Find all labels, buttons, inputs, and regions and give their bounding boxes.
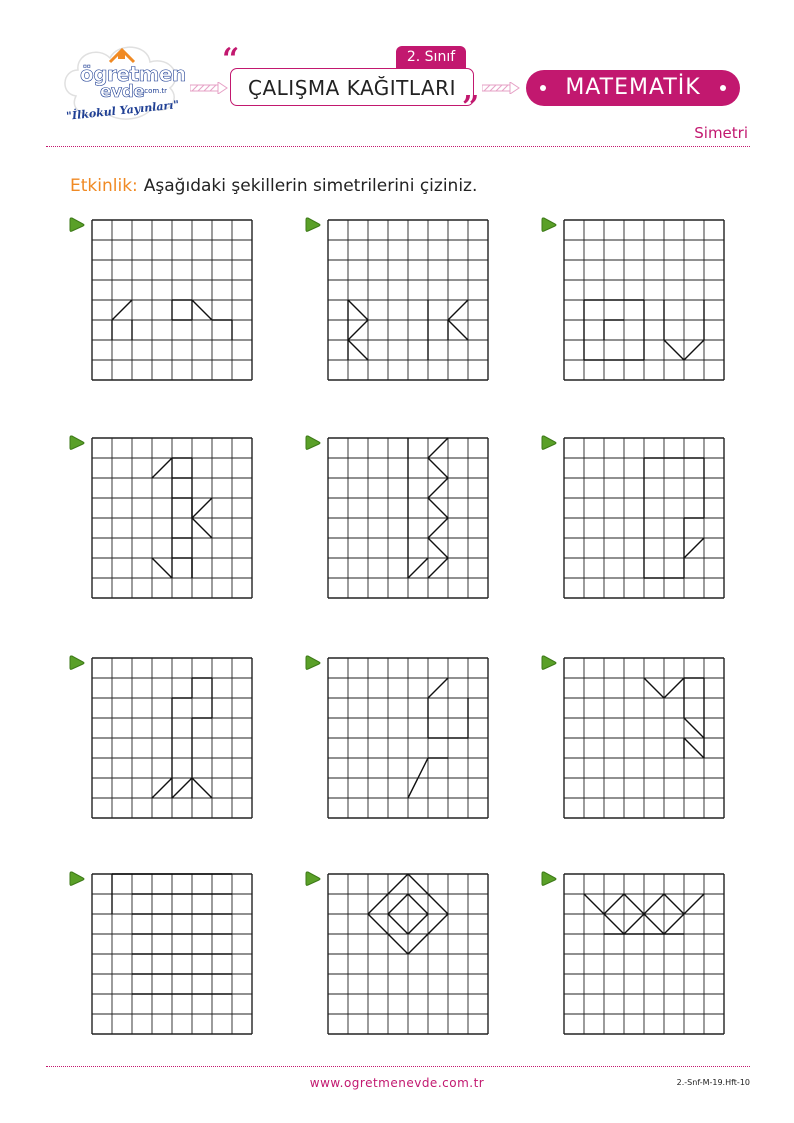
symmetry-grid bbox=[562, 656, 726, 820]
quote-close-icon: ” bbox=[462, 90, 480, 125]
play-arrow-icon bbox=[304, 870, 322, 888]
symmetry-grid bbox=[326, 436, 490, 600]
shape-segment bbox=[664, 678, 684, 698]
shape-segment bbox=[684, 894, 704, 914]
arrow-right-icon bbox=[482, 82, 520, 92]
shape-segment bbox=[604, 914, 624, 934]
shape-segment bbox=[664, 894, 684, 914]
instruction-text: Aşağıdaki şekillerin simetrilerini çiziniz. bbox=[143, 176, 478, 196]
play-arrow-icon bbox=[68, 216, 86, 234]
shape-segment bbox=[584, 894, 604, 914]
shape-segment bbox=[192, 518, 212, 538]
instruction-label: Etkinlik: bbox=[70, 176, 138, 196]
puzzle-block bbox=[304, 870, 494, 1040]
shape-segment bbox=[428, 678, 448, 698]
shape-segment bbox=[192, 498, 212, 518]
puzzle-block bbox=[304, 434, 494, 604]
play-arrow-icon bbox=[540, 870, 558, 888]
play-arrow-icon bbox=[304, 216, 322, 234]
shape-segment bbox=[664, 914, 684, 934]
puzzle-block bbox=[304, 216, 494, 386]
subject-pill bbox=[526, 70, 740, 106]
dot-icon bbox=[540, 85, 546, 91]
play-arrow-icon bbox=[68, 654, 86, 672]
shape-segment bbox=[192, 300, 212, 320]
puzzle-block bbox=[68, 870, 258, 1040]
shape-segment bbox=[684, 738, 704, 758]
footer-divider bbox=[46, 1066, 750, 1067]
play-arrow-icon bbox=[540, 654, 558, 672]
class-badge: 2. Sınıf bbox=[396, 46, 466, 68]
publisher-logo bbox=[58, 36, 186, 128]
shape-segment bbox=[112, 300, 132, 320]
shape-segment bbox=[428, 458, 448, 478]
logo-tagline: "İlkokul Yayınları" bbox=[65, 98, 180, 123]
shape-segment bbox=[684, 340, 704, 360]
topic-label: Simetri bbox=[694, 124, 748, 142]
puzzle-block bbox=[540, 654, 730, 824]
symmetry-grid bbox=[326, 872, 490, 1036]
title-frame bbox=[230, 68, 474, 106]
play-arrow-icon bbox=[68, 870, 86, 888]
symmetry-grid bbox=[90, 436, 254, 600]
logo-brand-bottom: evde bbox=[100, 82, 145, 102]
symmetry-grid bbox=[326, 218, 490, 382]
shape-segment bbox=[348, 320, 368, 340]
shape-segment bbox=[152, 778, 172, 798]
logo-brand-top: ögretmen bbox=[80, 62, 186, 86]
symmetry-grid bbox=[562, 872, 726, 1036]
puzzle-block bbox=[68, 654, 258, 824]
header-divider bbox=[46, 146, 750, 147]
puzzle-block bbox=[304, 654, 494, 824]
shape-segment bbox=[408, 914, 428, 934]
play-arrow-icon bbox=[304, 654, 322, 672]
symmetry-grid bbox=[90, 872, 254, 1036]
shape-segment bbox=[624, 894, 644, 914]
symmetry-grid bbox=[326, 656, 490, 820]
shape-segment bbox=[428, 558, 448, 578]
symmetry-grid bbox=[90, 218, 254, 382]
shape-segment bbox=[428, 478, 448, 498]
shape-segment bbox=[624, 914, 644, 934]
shape-segment bbox=[428, 538, 448, 558]
play-arrow-icon bbox=[304, 434, 322, 452]
shape-segment bbox=[644, 678, 664, 698]
puzzle-block bbox=[540, 216, 730, 386]
footer-url[interactable]: www.ogretmenevde.com.tr bbox=[309, 1076, 485, 1090]
shape-segment bbox=[152, 458, 172, 478]
puzzle-block bbox=[68, 216, 258, 386]
puzzle-block bbox=[540, 434, 730, 604]
symmetry-grid bbox=[562, 436, 726, 600]
shape-segment bbox=[644, 914, 664, 934]
footer-code: 2.-Snf-M-19.Hft-10 bbox=[676, 1078, 750, 1087]
shape-segment bbox=[448, 320, 468, 340]
shape-segment bbox=[664, 340, 684, 360]
play-arrow-icon bbox=[68, 434, 86, 452]
shape-segment bbox=[388, 914, 408, 934]
play-arrow-icon bbox=[540, 216, 558, 234]
play-arrow-icon bbox=[540, 434, 558, 452]
page-title: ÇALIŞMA KAĞITLARI bbox=[248, 76, 456, 100]
shape-segment bbox=[684, 718, 704, 738]
symmetry-grid bbox=[90, 656, 254, 820]
shape-segment bbox=[408, 558, 428, 578]
shape-segment bbox=[408, 894, 428, 914]
logo-domain: .com.tr bbox=[142, 87, 168, 95]
quote-open-icon: “ bbox=[222, 42, 240, 77]
shape-segment bbox=[348, 300, 368, 320]
subject-label: MATEMATİK bbox=[565, 75, 701, 100]
shape-segment bbox=[428, 518, 448, 538]
shape-segment bbox=[644, 894, 664, 914]
puzzle-block bbox=[68, 434, 258, 604]
shape-segment bbox=[348, 340, 368, 360]
symmetry-grid bbox=[562, 218, 726, 382]
shape-segment bbox=[152, 558, 172, 578]
shape-segment bbox=[448, 300, 468, 320]
shape-segment bbox=[684, 538, 704, 558]
arrow-right-icon bbox=[190, 82, 228, 92]
shape-segment bbox=[604, 894, 624, 914]
instruction bbox=[70, 176, 477, 196]
shape-segment bbox=[428, 438, 448, 458]
shape-segment bbox=[428, 498, 448, 518]
shape-segment bbox=[172, 778, 192, 798]
shape-segment bbox=[388, 894, 408, 914]
puzzle-block bbox=[540, 870, 730, 1040]
dot-icon bbox=[720, 85, 726, 91]
shape-segment bbox=[192, 778, 212, 798]
